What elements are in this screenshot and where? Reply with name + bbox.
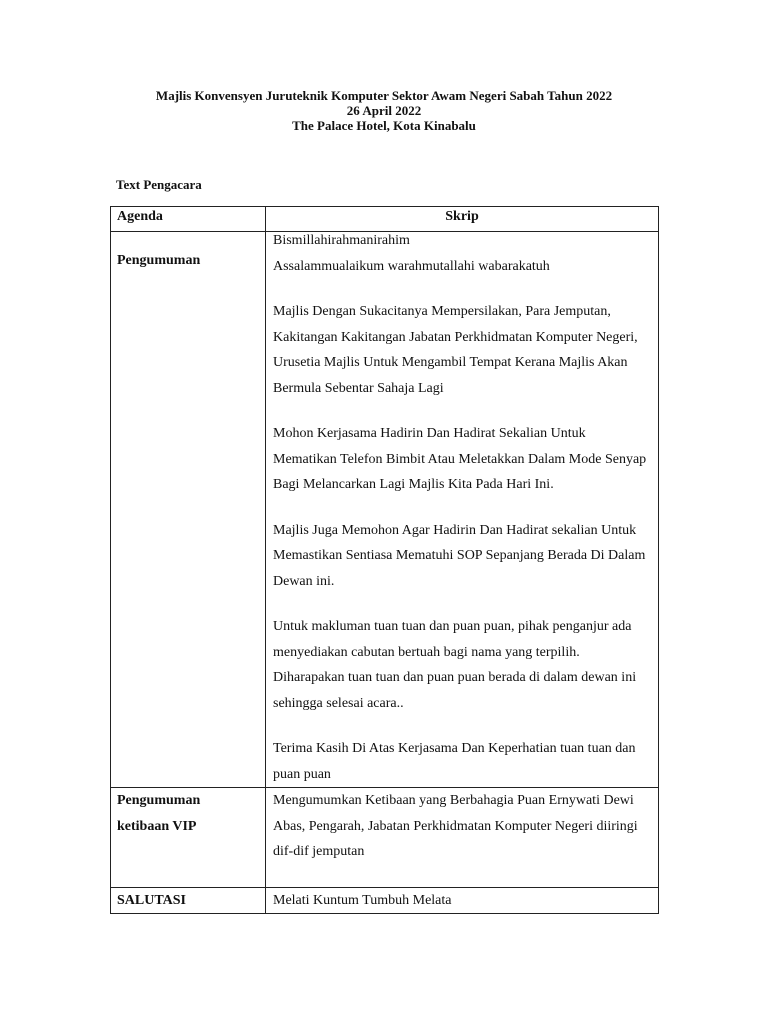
table-row [111, 232, 659, 788]
column-header-skrip: Skrip [266, 207, 659, 232]
agenda-label: Pengumuman [117, 253, 201, 268]
section-label: Text Pengacara [116, 177, 202, 192]
script-paragraph: Majlis Juga Memohon Agar Hadirin Dan Hadirat sekalian Untuk Memastikan Sentiasa Mematuhi SOP Sepanjang Berada Di Dalam Dewan ini. [273, 522, 646, 589]
script-paragraph: Assalammualaikum warahmutallahi wabarakatuh [273, 258, 550, 274]
skrip-cell [266, 788, 659, 888]
script-paragraph: Majlis Dengan Sukacitanya Mempersilakan, Para Jemputan, Kakitangan Kakitangan Jabatan Perkhidmatan Komputer Negeri, Urusetia Majlis Untuk Mengambil Tempat Kerana Majlis Akan Bermula Sebentar Sahaja Lagi [273, 304, 638, 396]
event-date: 26 April 2022 [346, 103, 422, 118]
script-table [110, 206, 659, 914]
script-paragraph: Mohon Kerjasama Hadirin Dan Hadirat Sekalian Untuk Mematikan Telefon Bimbit Atau Meletakkan Dalam Mode Senyap Bagi Melancarkan Lagi Majlis Kita Pada Hari Ini. [273, 426, 647, 492]
agenda-cell [111, 232, 266, 788]
table-row [111, 887, 659, 914]
event-venue: The Palace Hotel, Kota Kinabalu [292, 118, 476, 133]
agenda-label: Pengumuman [117, 793, 201, 808]
event-title: Majlis Konvensyen Juruteknik Komputer Sektor Awam Negeri Sabah Tahun 2022 [155, 88, 613, 103]
agenda-label: ketibaan VIP [117, 818, 197, 834]
script-paragraph: Mengumumkan Ketibaan yang Berbahagia Puan Ernywati Dewi Abas, Pengarah, Jabatan Perkhidmatan Komputer Negeri diiringi dif-dif jemputan [273, 793, 638, 859]
agenda-cell [111, 788, 266, 888]
column-header-agenda: Agenda [111, 207, 266, 232]
agenda-label: SALUTASI [117, 892, 186, 908]
script-paragraph: Bismillahirahmanirahim [273, 233, 410, 248]
script-paragraph: Untuk makluman tuan tuan dan puan puan, pihak penganjur ada menyediakan cabutan bertuah bagi nama yang terpilih. Diharapakan tuan tuan dan puan puan berada di dalam dewan ini sehingga selesai acara.. [273, 619, 637, 711]
script-paragraph: Terima Kasih Di Atas Kerjasama Dan Keperhatian tuan tuan dan puan puan [273, 741, 636, 782]
script-paragraph: Melati Kuntum Tumbuh Melata [273, 892, 452, 908]
agenda-cell [111, 887, 266, 914]
skrip-cell [266, 232, 659, 788]
table-row [111, 788, 659, 888]
skrip-cell [266, 887, 659, 914]
document-header [0, 88, 768, 133]
